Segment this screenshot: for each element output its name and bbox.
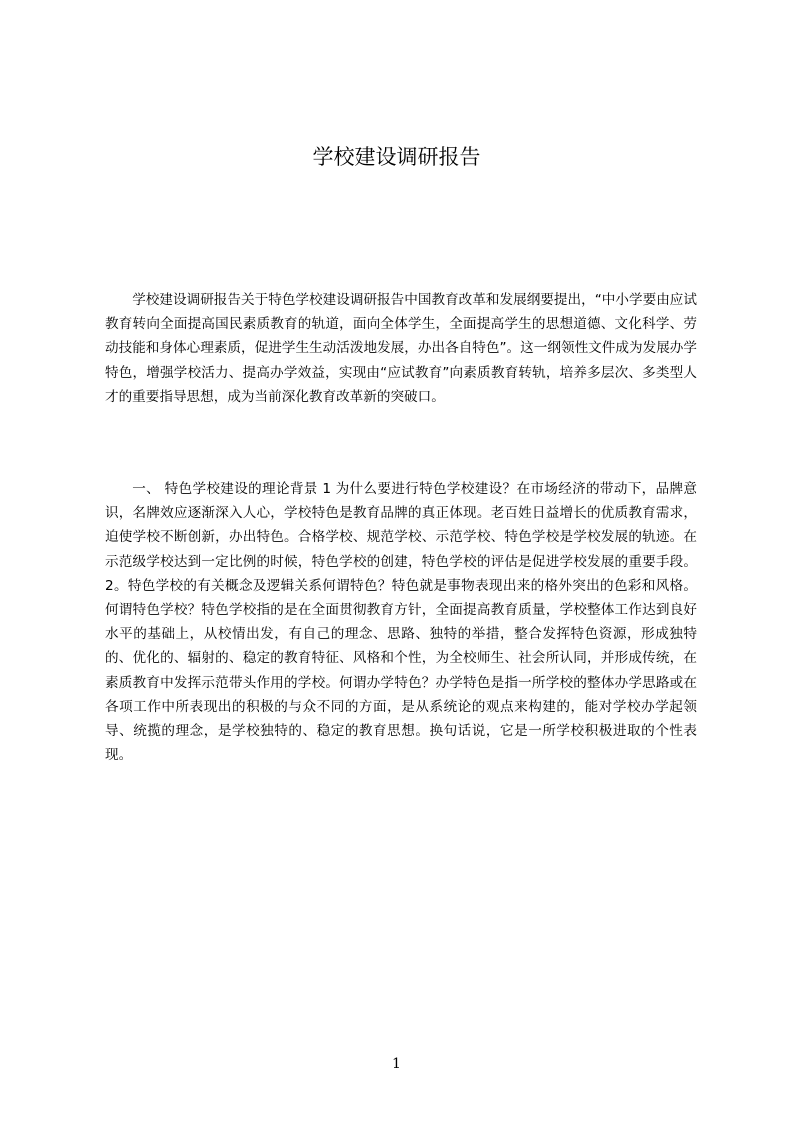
- paragraph-intro: 学校建设调研报告关于特色学校建设调研报告中国教育改革和发展纲要提出，“中小学要由应试教育转向全面提高国民素质教育的轨道，面向全体学生，全面提高学生的思想道德、文化科学、劳动技能和身体心理素质，促进学生生动活泼地发展，办出各自特色”。这一纲领性文件成为发展办学特色，增强学校活力、提高办学效益，实现由“应试教育”向素质教育转轨，培养多层次、多类型人才的重要指导思想，成为当前深化教育改革新的突破口。: [105, 292, 697, 405]
- document-title: 学校建设调研报告: [312, 145, 481, 169]
- page-number: 1: [392, 1056, 401, 1072]
- paragraph-theory-background: 一、 特色学校建设的理论背景 1 为什么要进行特色学校建设？在市场经济的带动下，品牌意识，名牌效应逐渐深入人心，学校特色是教育品牌的真正体现。老百姓日益增长的优质教育需求，迫使学校不断创新，办出特色。合格学校、规范学校、示范学校、特色学校是学校发展的轨迹。在示范级学校达到一定比例的时候，特色学校的创建，特色学校的评估是促进学校发展的重要手段。2。特色学校的有关概念及逻辑关系何谓特色？特色就是事物表现出来的格外突出的色彩和风格。何谓特色学校？特色学校指的是在全面贯彻教育方针，全面提高教育质量，学校整体工作达到良好水平的基础上，从校情出发，有自己的理念、思路、独特的举措，整合发挥特色资源，形成独特的、优化的、辐射的、稳定的教育特征、风格和个性，为全校师生、社会所认同，并形成传统，在素质教育中发挥示范带头作用的学校。何谓办学特色？办学特色是指一所学校的整体办学思路或在各项工作中所表现出的积极的与众不同的方面，是从系统论的观点来构建的，能对学校办学起领导、统揽的理念，是学校独特的、稳定的教育思想。换句话说，它是一所学校积极进取的个性表现。: [105, 481, 697, 764]
